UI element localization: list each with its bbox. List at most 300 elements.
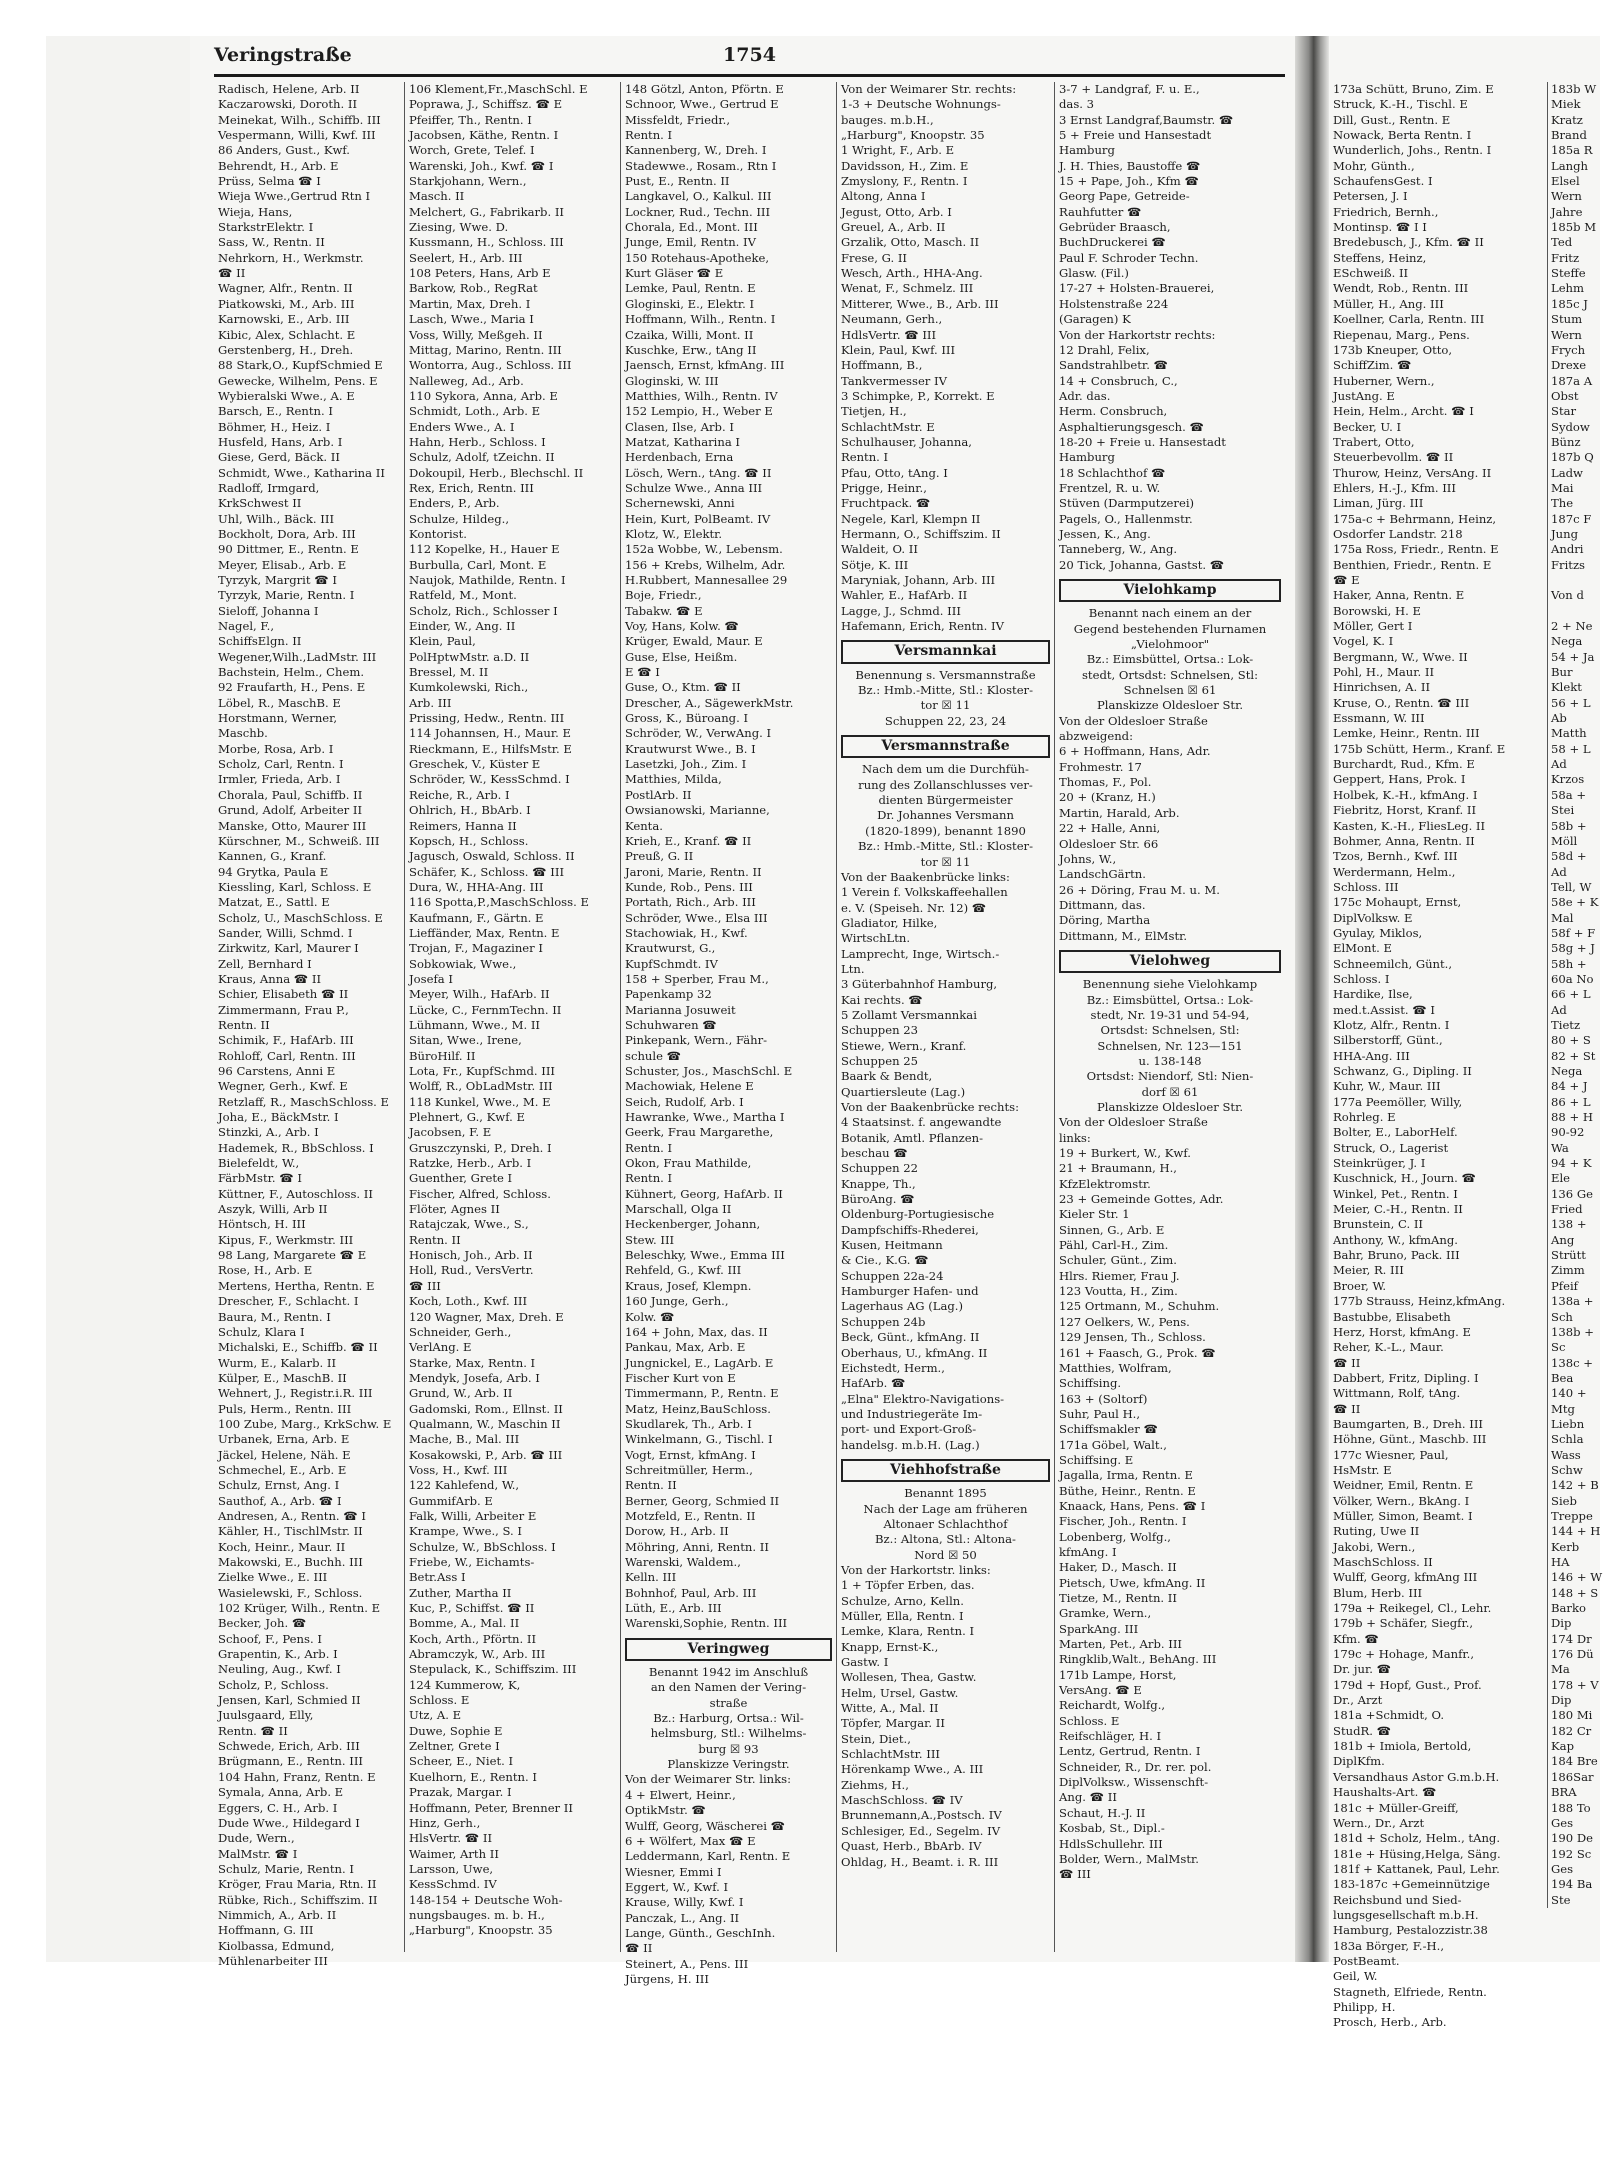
directory-entry: Nagel, F., — [218, 619, 275, 634]
directory-entry: ☎ III — [409, 1278, 441, 1293]
directory-entry: Maryniak, Johann, Arb. III — [841, 573, 996, 587]
directory-entry: Retzlaff, R., MaschSchloss. E — [218, 1094, 389, 1109]
directory-entry: 181d + Scholz, Helm., tAng. — [1333, 1831, 1501, 1846]
directory-entry: beschau ☎ — [841, 1146, 908, 1161]
directory-entry: Liebn — [1551, 1416, 1585, 1431]
directory-entry: 164 + John, Max, das. II — [625, 1324, 768, 1339]
directory-entry: Meier, C.-H., Rentn. II — [1333, 1202, 1463, 1217]
directory-entry: Falk, Willi, Arbeiter E — [409, 1508, 537, 1523]
directory-entry: Vogt, Ernst, kfmAng. I — [625, 1447, 756, 1462]
directory-entry: Gladiator, Hilke, — [841, 915, 938, 930]
directory-entry: 20 Tick, Johanna, Gastst. ☎ — [1059, 557, 1225, 572]
directory-entry: Geerk, Frau Margarethe, — [625, 1125, 774, 1140]
directory-entry: Holl, Rud., VersVertr. — [409, 1263, 534, 1278]
directory-entry: Czaika, Willi, Mont. II — [625, 327, 754, 342]
directory-entry: 17-27 + Holsten-Brauerei, — [1059, 281, 1215, 296]
directory-entry: Bolter, E., LaborHelf. — [1333, 1125, 1458, 1140]
directory-entry: 150 Rotehaus-Apotheke, — [625, 250, 770, 265]
directory-entry: Hamburg — [1059, 143, 1115, 158]
directory-entry: Holstenstraße 224 — [1059, 296, 1169, 311]
directory-entry: Ratajczak, Wwe., S., — [409, 1217, 529, 1232]
directory-entry: 180 Mi — [1551, 1708, 1593, 1723]
directory-entry: 4 Staatsinst. f. angewandte — [841, 1115, 1002, 1130]
directory-entry: FärbMstr. ☎ I — [218, 1171, 302, 1186]
directory-entry: 152 Lempio, H., Weber E — [625, 404, 773, 419]
directory-entry: Burchardt, Rud., Kfm. E — [1333, 757, 1475, 772]
directory-entry: Bohnhof, Paul, Arb. III — [625, 1585, 757, 1600]
directory-entry: 6 + Hoffmann, Hans, Adr. — [1059, 744, 1211, 759]
directory-entry: 58g + J — [1551, 941, 1595, 956]
directory-entry: Mendyk, Josefa, Arb. I — [409, 1370, 540, 1385]
directory-entry: Ruting, Uwe II — [1333, 1524, 1420, 1539]
directory-entry: Hermann, O., Schiffszim. II — [841, 526, 1001, 541]
directory-entry: 171b Lampe, Horst, — [1059, 1667, 1177, 1682]
directory-entry: Lüth, E., Arb. III — [625, 1601, 722, 1616]
directory-entry: Irmler, Frieda, Arb. I — [218, 772, 341, 787]
directory-entry: Stein, Diet., — [841, 1731, 911, 1746]
directory-entry: Kröger, Frau Maria, Rtn. II — [218, 1877, 377, 1892]
directory-entry: 194 Ba — [1551, 1877, 1593, 1892]
directory-entry: Motzfeld, E., Rentn. II — [625, 1508, 756, 1523]
directory-entry: Mal — [1551, 910, 1574, 925]
directory-entry: Stinzki, A., Arb. I — [218, 1125, 319, 1140]
directory-entry: BüroHilf. II — [409, 1048, 476, 1063]
directory-entry: Kiessling, Karl, Schloss. E — [218, 879, 372, 894]
directory-entry: Scholz, Rich., Schlosser I — [409, 603, 558, 618]
section-description: an den Namen der Vering- — [650, 1680, 807, 1695]
directory-entry: Gloginski, W. III — [625, 373, 719, 388]
directory-entry: Wehnert, J., Registr.i.R. III — [218, 1386, 373, 1401]
directory-entry: Jäckel, Helene, Näh. E — [218, 1447, 351, 1462]
directory-entry: 3 Ernst Landgraf,Baumstr. ☎ — [1059, 112, 1234, 127]
directory-entry: Krautwurst Wwe., B. I — [625, 741, 756, 756]
directory-entry: Baark & Bendt, — [841, 1069, 933, 1084]
directory-entry: Radisch, Helene, Arb. II — [218, 82, 360, 96]
directory-entry: Starkjohann, Wern., — [409, 174, 527, 189]
directory-entry: MaschSchloss. ☎ IV — [841, 1793, 963, 1808]
directory-entry: SchlachtMstr. III — [841, 1747, 940, 1762]
directory-entry: Wieja Wwe.,Gertrud Rtn I — [218, 189, 371, 204]
directory-entry: 86 + L — [1551, 1094, 1591, 1109]
directory-entry: 18 Schlachthof ☎ — [1059, 465, 1166, 480]
directory-entry: Mittag, Marino, Rentn. III — [409, 342, 562, 357]
directory-entry: 5 + Freie und Hansestadt — [1059, 128, 1212, 143]
directory-entry: Ltn. — [841, 961, 865, 976]
directory-entry: Kuschke, Erw., tAng II — [625, 342, 757, 357]
directory-entry: Lockner, Rud., Techn. III — [625, 204, 771, 219]
directory-entry: Sc — [1551, 1340, 1566, 1355]
directory-entry: Friebe, W., Eichamts- — [409, 1555, 535, 1569]
directory-entry: Jagusch, Oswald, Schloss. II — [409, 849, 575, 864]
directory-entry: ☎ II — [625, 1941, 653, 1956]
directory-entry: Klein, Paul, — [409, 634, 476, 649]
directory-entry: Krieh, E., Kranf. ☎ II — [625, 833, 752, 848]
directory-entry: Schloss. E — [409, 1693, 470, 1708]
directory-entry: Wahler, E., HafArb. II — [841, 588, 968, 603]
directory-entry: Klotz, W., Elektr. — [625, 526, 723, 541]
directory-entry: Schernewski, Anni — [625, 496, 735, 511]
directory-entry: 158 + Sperber, Frau M., — [625, 971, 769, 986]
directory-entry: Reimers, Hanna II — [409, 818, 517, 833]
directory-entry: Wendt, Rob., Rentn. III — [1333, 281, 1469, 296]
directory-entry: Glasw. (Fil.) — [1059, 266, 1129, 281]
directory-entry: Von der Weimarer Str. links: — [625, 1772, 792, 1787]
directory-entry: MalMstr. ☎ I — [218, 1846, 298, 1861]
directory-entry: Sandstrahlbetr. ☎ — [1059, 358, 1169, 373]
directory-entry: HafArb. ☎ — [841, 1376, 906, 1391]
directory-entry: Lamprecht, Inge, Wirtsch.- — [841, 946, 1000, 961]
column-2 — [404, 82, 620, 1952]
directory-entry: 144 + H — [1551, 1524, 1601, 1539]
directory-entry: Hahn, Herb., Schloss. I — [409, 434, 546, 449]
directory-entry: 54 + Ja — [1551, 649, 1595, 664]
directory-entry: Lehm — [1551, 281, 1585, 296]
directory-entry: Nalleweg, Ad., Arb. — [409, 373, 524, 388]
directory-entry: Anthony, W., kfmAng. — [1333, 1232, 1458, 1247]
directory-entry: Johns, W., — [1059, 851, 1117, 866]
directory-entry: Thomas, F., Pol. — [1059, 775, 1152, 790]
section-description: Nach dem um die Durchfüh- — [862, 762, 1029, 777]
directory-entry: Kürschner, M., Schweiß. III — [218, 833, 380, 848]
directory-entry: Langkavel, O., Kalkul. III — [625, 189, 772, 204]
column-5 — [1054, 82, 1285, 1952]
section-description: Planskizze Veringstr. — [667, 1757, 790, 1772]
directory-entry: 58a + — [1551, 787, 1587, 802]
directory-entry: das. 3 — [1059, 97, 1095, 112]
directory-entry: Nimmich, A., Arb. II — [218, 1907, 337, 1922]
directory-entry: Kipus, F., Werkmstr. III — [218, 1232, 354, 1247]
directory-entry: Ma — [1551, 1662, 1570, 1677]
directory-entry: Lobenberg, Wolfg., — [1059, 1529, 1171, 1544]
directory-entry: Kaufmann, F., Gärtn. E — [409, 910, 544, 925]
directory-entry: HA — [1551, 1555, 1570, 1569]
directory-entry: Abramczyk, W., Arb. III — [409, 1647, 546, 1662]
directory-entry: Tietze, M., Rentn. II — [1059, 1591, 1177, 1605]
directory-entry: ☎ E — [1333, 573, 1360, 587]
directory-entry: Schneider, R., Dr. rer. pol. — [1059, 1759, 1212, 1774]
directory-entry: VersAng. ☎ E — [1059, 1683, 1142, 1698]
directory-entry: Klotz, Alfr., Rentn. I — [1333, 1017, 1450, 1032]
directory-entry: Puls, Herm., Rentn. III — [218, 1401, 352, 1416]
directory-entry: Sinnen, G., Arb. E — [1059, 1222, 1165, 1237]
directory-entry: Schla — [1551, 1432, 1584, 1447]
directory-entry: Miek — [1551, 97, 1581, 112]
directory-entry: Kasten, K.-H., FliesLeg. II — [1333, 818, 1486, 833]
directory-entry: Pust, E., Rentn. II — [625, 174, 730, 189]
directory-entry: Kähler, H., TischlMstr. II — [218, 1524, 363, 1539]
directory-entry: Bomme, A., Mal. II — [409, 1616, 520, 1631]
directory-entry: 6 + Wölfert, Max ☎ E — [625, 1833, 756, 1848]
directory-entry: Zielke Wwe., E. III — [218, 1570, 328, 1585]
section-description: Bz.: Harburg, Ortsa.: Wil- — [653, 1711, 804, 1726]
directory-entry: lungsgesellschaft m.b.H. — [1333, 1907, 1479, 1922]
directory-entry: 188 To — [1551, 1800, 1591, 1815]
directory-entry: Meinekat, Wilh., Schiffb. III — [218, 112, 381, 127]
directory-entry: Josefa I — [409, 971, 453, 986]
directory-entry: Horstmann, Werner, — [218, 711, 338, 726]
section-description: Benannt 1895 — [904, 1486, 987, 1501]
directory-entry: 2 + Ne — [1551, 619, 1593, 634]
directory-entry: Qualmann, W., Maschin II — [409, 1416, 561, 1431]
directory-entry: Müller, Ella, Rentn. I — [841, 1609, 964, 1623]
directory-entry: Panczak, L., Ang. II — [625, 1910, 740, 1925]
directory-entry: 179c + Hohage, Manfr., — [1333, 1647, 1475, 1662]
directory-entry: Oldenburg-Portugiesische — [841, 1207, 995, 1222]
directory-entry: Lemke, Heinr., Rentn. III — [1333, 726, 1480, 741]
directory-entry: 138a + — [1551, 1294, 1594, 1309]
directory-entry: Frentzel, R. u. W. — [1059, 480, 1161, 495]
directory-entry: Schulze, Hildeg., — [409, 511, 510, 526]
directory-entry: Stachowiak, H., Kwf. — [625, 925, 748, 940]
directory-entry: Höhne, Günt., Maschb. III — [1333, 1432, 1487, 1447]
directory-entry: Struck, O., Lagerist — [1333, 1140, 1449, 1155]
directory-entry: Betr.Ass I — [409, 1570, 466, 1585]
directory-entry: Schreitmüller, Herm., — [625, 1462, 753, 1477]
directory-entry: 58d + — [1551, 849, 1587, 864]
section-description: Bz.: Eimsbüttel, Ortsa.: Lok- — [1086, 992, 1254, 1007]
directory-entry: 179d + Hopf, Gust., Prof. — [1333, 1677, 1482, 1692]
directory-entry: Lasetzki, Joh., Zim. I — [625, 757, 747, 772]
directory-entry: Stagneth, Elfriede, Rentn. — [1333, 1984, 1487, 1999]
directory-entry: Enders, P., Arb. — [409, 496, 500, 511]
directory-entry: Rieckmann, E., HilfsMstr. E — [409, 741, 572, 756]
directory-entry: 60a No — [1551, 971, 1594, 986]
directory-entry: Hafemann, Erich, Rentn. IV — [841, 619, 1004, 634]
directory-entry: Piatkowski, M., Arb. III — [218, 296, 355, 311]
directory-entry: Ehlers, H.-J., Kfm. III — [1333, 480, 1456, 495]
section-description: Dr. Johannes Versmann — [877, 808, 1014, 823]
directory-entry: 90 Dittmer, E., Rentn. E — [218, 542, 359, 557]
directory-entry: Tyrzyk, Marie, Rentn. I — [218, 588, 355, 603]
directory-entry: Sauthof, A., Arb. ☎ I — [218, 1493, 342, 1508]
directory-entry: Schulze, Arno, Kelln. — [841, 1593, 964, 1608]
directory-entry: ElMont. E — [1333, 941, 1392, 956]
directory-entry: Bea — [1551, 1370, 1574, 1385]
directory-entry: Utz, A. E — [409, 1708, 462, 1723]
directory-entry: Kibic, Alex, Schlacht. E — [218, 327, 356, 342]
section-description: Ortsdst: Niendorf, Stl: Nien- — [1086, 1069, 1254, 1084]
section-description: Ortsdst: Schnelsen, Stl: — [1100, 1023, 1240, 1038]
directory-entry: 184 Bre — [1551, 1754, 1598, 1769]
directory-entry: Scholz, P., Schloss. — [218, 1677, 329, 1692]
page-number: 1754 — [723, 44, 776, 66]
directory-entry: Koellner, Carla, Rentn. III — [1333, 312, 1485, 327]
directory-entry: Wieja, Hans, — [218, 204, 293, 219]
directory-entry: Lange, Günth., GeschInh. — [625, 1925, 776, 1940]
directory-entry: Stei — [1551, 803, 1575, 818]
column-7 — [1547, 82, 1604, 1908]
directory-entry: Krampe, Wwe., S. I — [409, 1524, 522, 1539]
directory-entry: ☎ III — [1059, 1867, 1091, 1882]
directory-entry: 84 + J — [1551, 1079, 1588, 1094]
directory-entry: Schloss. III — [1333, 879, 1399, 894]
directory-entry: Schloss. E — [1059, 1713, 1120, 1728]
section-description: Schnelsen, Nr. 123—151 — [1097, 1038, 1243, 1053]
directory-entry: 186Sar — [1551, 1769, 1594, 1784]
directory-entry: Dip — [1551, 1616, 1572, 1631]
directory-entry: Makowski, E., Buchh. III — [218, 1555, 363, 1569]
directory-entry: Rentn. I — [625, 128, 673, 143]
directory-entry: Wasielewski, F., Schloss. — [218, 1585, 363, 1600]
directory-entry: 4 + Elwert, Heinr., — [625, 1787, 736, 1802]
directory-entry: BüroAng. ☎ — [841, 1192, 915, 1207]
directory-entry: Philipp, H. — [1333, 1999, 1396, 2014]
directory-entry: Sieb — [1551, 1493, 1577, 1508]
directory-entry: 3 Schimpke, P., Korrekt. E — [841, 388, 995, 403]
directory-entry: 123 Voutta, H., Zim. — [1059, 1284, 1178, 1299]
directory-entry: Burbulla, Carl, Mont. E — [409, 557, 547, 572]
directory-entry: Bur — [1551, 665, 1573, 680]
directory-entry: Barsch, E., Rentn. I — [218, 404, 333, 419]
directory-entry: 1-3 + Deutsche Wohnungs- — [841, 97, 1001, 112]
directory-entry: Krautwurst, G., — [625, 941, 716, 956]
directory-entry: 58f + F — [1551, 925, 1596, 940]
directory-entry: Ted — [1551, 235, 1573, 250]
directory-entry: 138c + — [1551, 1355, 1594, 1370]
section-description: Benannt 1942 im Anschluß — [648, 1665, 809, 1680]
directory-entry: Werdermann, Helm., — [1333, 864, 1456, 879]
directory-entry: Schuler, Günt., Zim. — [1059, 1253, 1177, 1268]
directory-entry: Langh — [1551, 158, 1588, 173]
directory-entry: Reher, K.-L., Maur. — [1333, 1340, 1444, 1355]
directory-entry: Tankvermesser IV — [841, 373, 947, 388]
directory-entry: Ang — [1551, 1232, 1575, 1247]
directory-entry: Zirkwitz, Karl, Maurer I — [218, 941, 359, 956]
directory-entry: Junge, Emil, Rentn. IV — [625, 235, 756, 250]
directory-entry: Steinert, A., Pens. III — [625, 1956, 749, 1971]
directory-entry: KrkSchwest II — [218, 496, 302, 511]
directory-entry: Tietz — [1551, 1017, 1581, 1032]
directory-entry: Grund, Adolf, Arbeiter II — [218, 803, 363, 818]
directory-entry: Zuther, Martha II — [409, 1585, 512, 1600]
section-description: (1820-1899), benannt 1890 — [865, 823, 1026, 838]
directory-entry: Töpfer, Margar. II — [841, 1716, 945, 1731]
directory-entry: Worch, Grete, Telef. I — [409, 143, 535, 158]
directory-entry: Schlesiger, Ed., Segelm. IV — [841, 1823, 1001, 1838]
directory-entry: Versandhaus Astor G.m.b.H. — [1333, 1769, 1500, 1784]
directory-entry: 138b + — [1551, 1324, 1594, 1339]
directory-entry: Stepulack, K., Schiffszim. III — [409, 1662, 577, 1677]
directory-entry: Silberstorff, Günt., — [1333, 1033, 1443, 1048]
directory-entry: med.t.Assist. ☎ I — [1333, 1002, 1435, 1017]
directory-entry: Guse, Else, Heißm. — [625, 649, 738, 664]
column-3 — [620, 82, 836, 1986]
directory-entry: Baumgarten, B., Dreh. III — [1333, 1416, 1483, 1431]
directory-entry: Kurt Gläser ☎ E — [625, 266, 724, 281]
directory-entry: Wybieralski Wwe., A. E — [218, 388, 355, 403]
directory-entry: Borowski, H. E — [1333, 603, 1421, 618]
directory-entry: Paul F. Schroder Techn. — [1059, 250, 1199, 265]
directory-entry: 104 Hahn, Franz, Rentn. E — [218, 1769, 376, 1784]
directory-entry: Rentn. ☎ II — [218, 1723, 288, 1738]
directory-entry: Meyer, Elisab., Arb. E — [218, 557, 347, 572]
directory-entry: Kaczarowski, Doroth. II — [218, 97, 358, 112]
directory-entry: Ziesing, Wwe. D. — [409, 220, 509, 235]
section-description: Bz.: Hmb.-Mitte, Stl.: Kloster- — [857, 839, 1034, 854]
directory-entry: DiplVolksw. E — [1333, 910, 1413, 925]
directory-entry: Stüven (Darmputzerei) — [1059, 496, 1195, 511]
running-header — [214, 44, 1285, 77]
directory-entry: Rex, Erich, Rentn. III — [409, 480, 534, 495]
directory-entry: Von der Weimarer Str. rechts: — [841, 82, 1017, 96]
directory-entry: Martin, Harald, Arb. — [1059, 805, 1180, 820]
directory-entry: Prazak, Margar. I — [409, 1785, 512, 1800]
street-section-title: Viehhofstraße — [841, 1459, 1050, 1482]
directory-entry: Schoof, F., Pens. I — [218, 1631, 322, 1646]
directory-entry: 181b + Imiola, Bertold, — [1333, 1739, 1472, 1754]
directory-entry: Wontorra, Aug., Schloss. III — [409, 358, 572, 373]
directory-entry: Knaack, Hans, Pens. ☎ I — [1059, 1498, 1206, 1513]
directory-entry: Elsel — [1551, 174, 1580, 189]
directory-entry: Guenther, Grete I — [409, 1171, 513, 1186]
directory-entry: Bergmann, W., Wwe. II — [1333, 649, 1468, 664]
directory-entry: 182 Cr — [1551, 1723, 1592, 1738]
directory-entry: Geil, W. — [1333, 1969, 1378, 1984]
directory-entry: Struck, K.-H., Tischl. E — [1333, 97, 1468, 112]
directory-entry: Herdenbach, Erna — [625, 450, 734, 465]
directory-entry: Boje, Friedr., — [625, 588, 702, 603]
directory-entry: 88 Stark,O., KupfSchmied E — [218, 358, 383, 373]
street-section-title: Versmannstraße — [841, 735, 1050, 758]
directory-page — [190, 36, 1295, 1986]
directory-entry: Geppert, Hans, Prok. I — [1333, 772, 1466, 787]
directory-entry: Zmyslony, F., Rentn. I — [841, 174, 968, 189]
directory-entry: 58h + — [1551, 956, 1587, 971]
directory-entry: Brügmann, E., Rentn. III — [218, 1754, 363, 1769]
directory-entry: Lagerhaus AG (Lag.) — [841, 1299, 964, 1314]
directory-entry: e. V. (Speiseh. Nr. 12) ☎ — [841, 900, 987, 915]
directory-entry: Brunnemann,A.,Postsch. IV — [841, 1808, 1002, 1823]
directory-entry: Wa — [1551, 1140, 1569, 1155]
directory-entry: Lota, Fr., KupfSchmd. III — [409, 1064, 556, 1078]
directory-entry: Zell, Bernhard I — [218, 956, 312, 971]
directory-entry: Jürgens, H. III — [625, 1971, 709, 1986]
directory-entry: Schnoor, Wwe., Gertrud E — [625, 97, 779, 112]
directory-entry: Von der Harkortstr. links: — [841, 1562, 991, 1577]
directory-entry: Symala, Anna, Arb. E — [218, 1785, 344, 1800]
directory-entry: Ratfeld, M., Mont. — [409, 588, 517, 603]
directory-entry: Jakobi, Wern., — [1333, 1539, 1416, 1554]
directory-entry: Klein, Paul, Kwf. III — [841, 342, 956, 357]
directory-entry: Döring, Martha — [1059, 913, 1151, 928]
directory-entry: 96 Carstens, Anni E — [218, 1064, 336, 1078]
section-description: dienten Bürgermeister — [878, 793, 1013, 808]
directory-entry: 181a +Schmidt, O. — [1333, 1708, 1445, 1723]
directory-entry: Chorala, Ed., Mont. III — [625, 220, 758, 235]
directory-entry: 152a Wobbe, W., Lebensm. — [625, 542, 783, 557]
directory-entry: Jacobsen, Käthe, Rentn. I — [409, 128, 559, 143]
directory-entry: 98 Lang, Margarete ☎ E — [218, 1248, 367, 1263]
directory-entry: Schiffsing. — [1059, 1376, 1122, 1391]
directory-entry: Sieloff, Johanna I — [218, 603, 319, 618]
directory-entry: Jegust, Otto, Arb. I — [841, 204, 952, 219]
directory-entry: Rentn. I — [625, 1171, 673, 1186]
directory-entry: Papenkamp 32 — [625, 987, 712, 1002]
directory-entry: 185b M — [1551, 220, 1597, 235]
directory-entry: 12 Drahl, Felix, — [1059, 342, 1150, 357]
directory-entry: BRA — [1551, 1785, 1577, 1800]
directory-entry: Gastw. I — [841, 1655, 889, 1670]
directory-entry: Rentn. II — [218, 1017, 270, 1032]
directory-entry: Sass, W., Rentn. II — [218, 235, 325, 250]
directory-entry: Dura, W., HHA-Ang. III — [409, 879, 544, 894]
directory-entry: Wern — [1551, 327, 1582, 342]
directory-entry: Obst — [1551, 388, 1579, 403]
directory-entry: Prosch, Herb., Arb. — [1333, 2015, 1447, 2030]
directory-entry: Schuster, Jos., MaschSchl. E — [625, 1064, 793, 1078]
directory-entry: Steffe — [1551, 266, 1586, 281]
directory-entry: Kopsch, H., Schloss. — [409, 833, 529, 848]
